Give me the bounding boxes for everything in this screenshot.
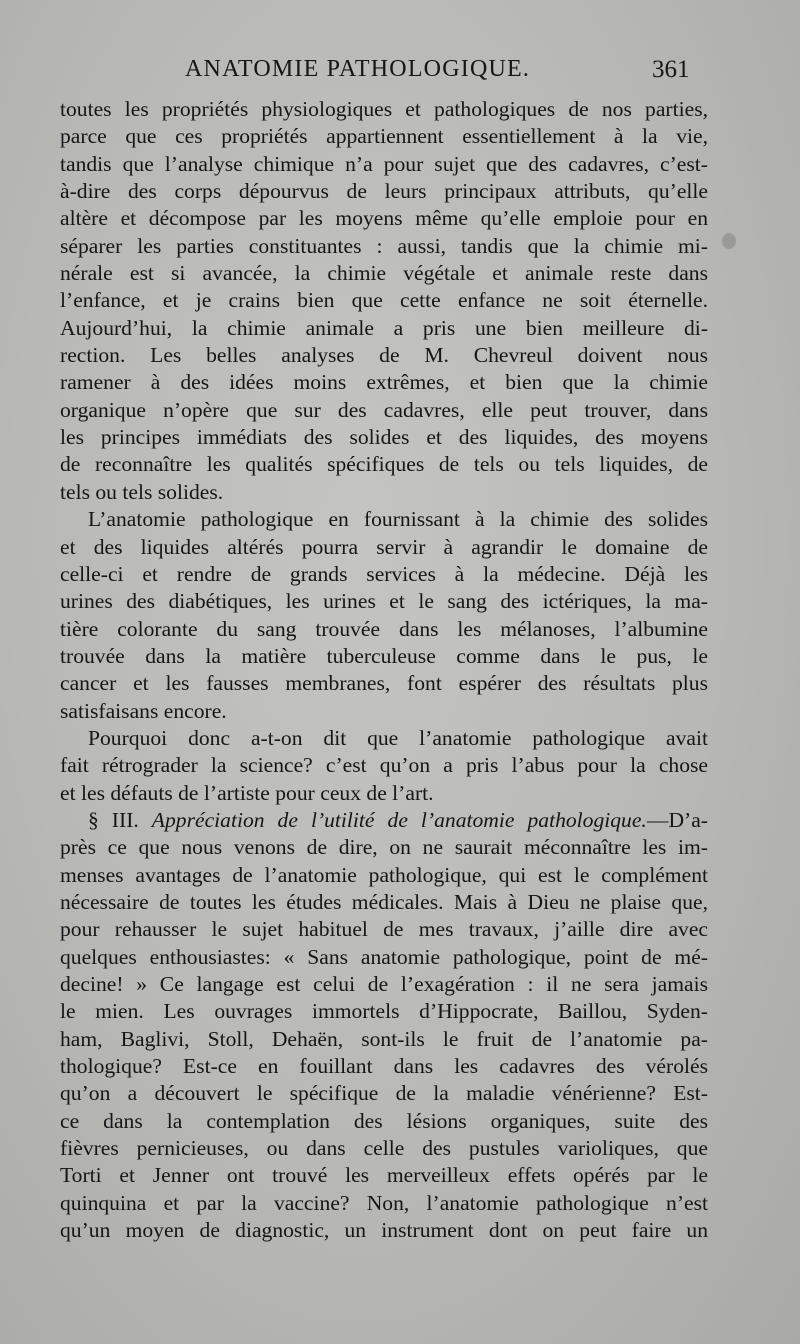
text-line: ce dans la contemplation des lésions organiques, suite des [60, 1108, 708, 1133]
text-line: rection. Les belles analyses de M. Chevreul doivent nous [60, 343, 708, 368]
page-header [0, 56, 800, 92]
text-line: pour rehausser le sujet habituel de mes travaux, j’aille dire avec [60, 917, 708, 942]
text-line: tière colorante du sang trouvée dans les mélanoses, l’albumine [60, 616, 708, 641]
text-line: séparer les parties constituantes : aussi, tandis que la chimie mi- [60, 233, 708, 258]
text-line: thologique? Est-ce en fouillant dans les cadavres des vérolés [60, 1054, 708, 1079]
text-line: qu’un moyen de diagnostic, un instrument dont on peut faire un [60, 1218, 708, 1243]
body-text [60, 96, 708, 1244]
text-line: celle-ci et rendre de grands services à la médecine. Déjà les [60, 561, 708, 586]
text-line: urines des diabétiques, les urines et le sang des ictériques, la ma- [60, 589, 708, 614]
text-line: et des liquides altérés pourra servir à agrandir le domaine de [60, 534, 708, 559]
text-line: toutes les propriétés physiologiques et pathologiques de nos parties, [60, 97, 708, 121]
section-title: Appréciation de l’utilité de l’anatomie pathologique. [151, 807, 647, 832]
text-line: organique n’opère que sur des cadavres, elle peut trouver, dans [60, 397, 708, 422]
text-line: cancer et les fausses membranes, font espérer des résultats plus [60, 671, 708, 696]
text-line: decine! » Ce langage est celui de l’exagération : il ne sera jamais [60, 972, 708, 996]
text-line: et les défauts de l’artiste pour ceux de l’art. [60, 780, 434, 805]
text-line: L’anatomie pathologique en fournissant à la chimie des solides [88, 507, 708, 532]
text-line: quinquina et par la vaccine? Non, l’anatomie pathologique n’est [60, 1190, 708, 1215]
section-heading-line [60, 807, 708, 834]
text-line: menses avantages de l’anatomie pathologique, qui est le complément [60, 862, 708, 887]
section-heading-rest: —D’a- [646, 807, 708, 832]
text-line: fait rétrograder la science? c’est qu’on a pris l’abus pour la chose [60, 753, 708, 778]
text-line: les principes immédiats des solides et des liquides, des moyens [60, 425, 708, 450]
text-line: parce que ces propriétés appartiennent essentiellement à la vie, [60, 124, 708, 149]
text-line: Aujourd’hui, la chimie animale a pris une bien meilleure di- [60, 315, 708, 340]
text-line: le mien. Les ouvrages immortels d’Hippocrate, Baillou, Syden- [60, 999, 708, 1024]
text-line: Torti et Jenner ont trouvé les merveilleux effets opérés par le [60, 1163, 708, 1188]
text-line: qu’on a découvert le spécifique de la maladie vénérienne? Est- [60, 1081, 708, 1106]
text-line: satisfaisans encore. [60, 698, 227, 723]
text-line: l’enfance, et je crains bien que cette enfance ne soit éternelle. [60, 288, 708, 313]
text-line: ramener à des idées moins extrêmes, et bien que la chimie [60, 370, 708, 395]
text-line: nécessaire de toutes les études médicales. Mais à Dieu ne plaise que, [60, 889, 708, 914]
text-line: trouvée dans la matière tuberculeuse comme dans le pus, le [60, 643, 708, 668]
text-line: quelques enthousiastes: « Sans anatomie pathologique, point de mé- [60, 944, 708, 969]
page-number: 361 [652, 56, 690, 83]
text-line: tels ou tels solides. [60, 479, 224, 504]
running-title: ANATOMIE PATHOLOGIQUE. [185, 56, 531, 82]
section-number: § III. [88, 807, 139, 832]
text-line: de reconnaître les qualités spécifiques de tels ou tels liquides, de [60, 452, 708, 477]
text-line: tandis que l’analyse chimique n’a pour sujet que des cadavres, c’est- [60, 151, 708, 176]
text-line: ham, Baglivi, Stoll, Dehaën, sont-ils le fruit de l’anatomie pa- [60, 1026, 708, 1051]
text-line: près ce que nous venons de dire, on ne saurait méconnaître les im- [60, 835, 708, 860]
text-line: nérale est si avancée, la chimie végétale et animale reste dans [60, 261, 708, 286]
text-line: altère et décompose par les moyens même qu’elle emploie pour en [60, 206, 708, 231]
ink-spot [722, 233, 736, 249]
text-line: Pourquoi donc a-t-on dit que l’anatomie pathologique avait [88, 725, 708, 750]
text-line: fièvres pernicieuses, ou dans celle des pustules varioliques, que [60, 1136, 708, 1161]
text-line: à-dire des corps dépourvus de leurs principaux attributs, qu’elle [60, 179, 708, 204]
